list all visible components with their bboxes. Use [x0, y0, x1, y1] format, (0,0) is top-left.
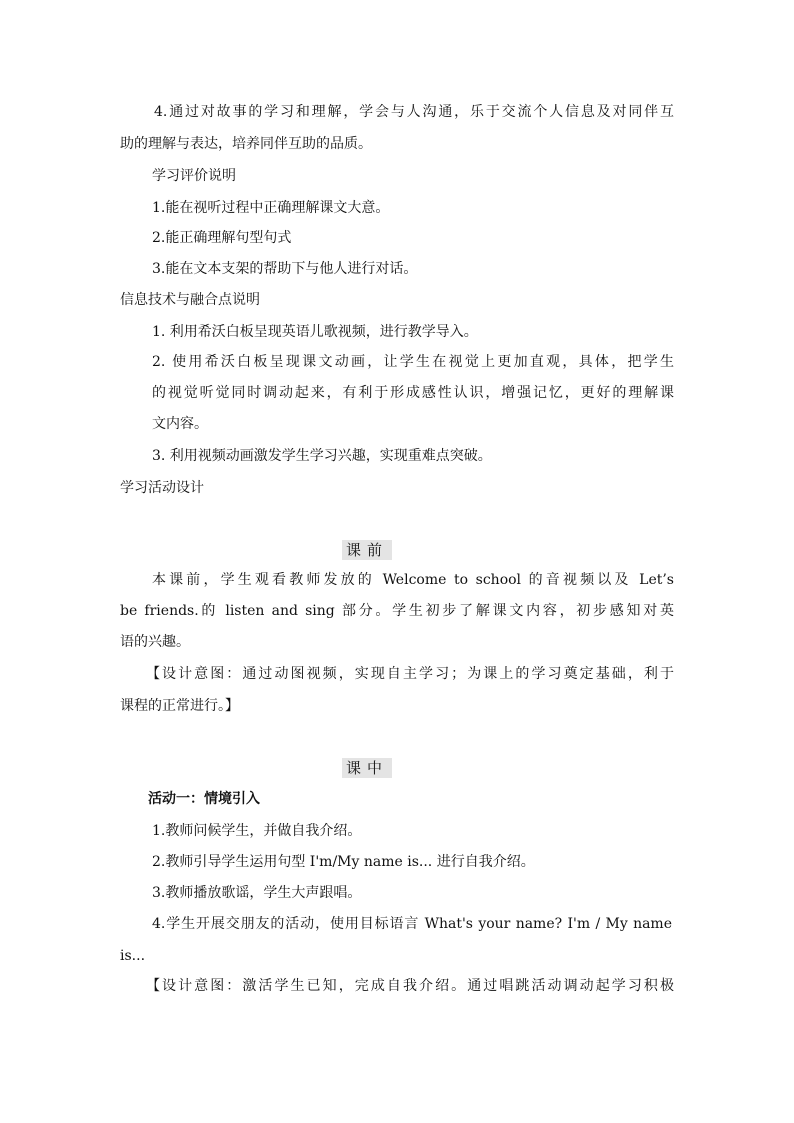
before-para-line-2: be friends.的 listen and sing 部分。学生初步了解课文内容，初步感知对英	[120, 603, 674, 619]
tech-item-2-line-1: 2. 使用希沃白板呈现课文动画，让学生在视觉上更加直观，具体，把学生	[152, 354, 674, 370]
during-item-3: 3.教师播放歌谣，学生大声跟唱。	[152, 885, 362, 901]
during-intent-line-1: 【设计意图：激活学生已知，完成自我介绍。通过唱跳活动调动起学习积极	[146, 978, 674, 994]
before-intent-line-2: 课程的正常进行。】	[120, 698, 239, 714]
eval-item-1: 1.能在视听过程中正确理解课文大意。	[152, 200, 390, 216]
eval-item-3: 3.能在文本支架的帮助下与他人进行对话。	[152, 261, 418, 277]
tech-heading: 信息技术与融合点说明	[120, 292, 260, 308]
tech-item-1: 1. 利用希沃白板呈现英语儿歌视频，进行教学导入。	[152, 324, 478, 340]
activity-1-heading: 活动一：情境引入	[148, 791, 260, 807]
design-heading: 学习活动设计	[120, 480, 204, 496]
during-item-4-line-1: 4.学生开展交朋友的活动，使用目标语言 What's your name? I'm / My name	[152, 916, 672, 932]
during-item-2: 2.教师引导学生运用句型 I'm/My name is... 进行自我介绍。	[152, 854, 535, 870]
eval-item-2: 2.能正确理解句型句式	[152, 230, 292, 246]
during-item-4-line-2: is...	[120, 948, 146, 964]
during-class-title: 课中	[342, 758, 392, 778]
before-class-title: 课前	[342, 540, 392, 560]
goal-4-line-1: 4.通过对故事的学习和理解，学会与人沟通，乐于交流个人信息及对同伴互	[154, 104, 674, 120]
during-item-1: 1.教师问候学生，并做自我介绍。	[152, 823, 362, 839]
tech-item-3: 3. 利用视频动画激发学生学习兴趣，实现重难点突破。	[152, 448, 492, 464]
before-intent-line-1: 【设计意图：通过动图视频，实现自主学习；为课上的学习奠定基础，利于	[146, 666, 674, 682]
tech-item-2-line-2: 的视觉听觉同时调动起来，有利于形成感性认识，增强记忆，更好的理解课	[152, 385, 674, 401]
tech-item-2-line-3: 文内容。	[152, 416, 208, 432]
before-para-line-1: 本课前，学生观看教师发放的 Welcome to school 的音视频以及 Let’s	[152, 572, 674, 588]
before-para-line-3: 语的兴趣。	[120, 634, 190, 650]
goal-4-line-2: 助的理解与表达，培养同伴互助的品质。	[120, 136, 372, 152]
eval-heading: 学习评价说明	[152, 168, 236, 184]
